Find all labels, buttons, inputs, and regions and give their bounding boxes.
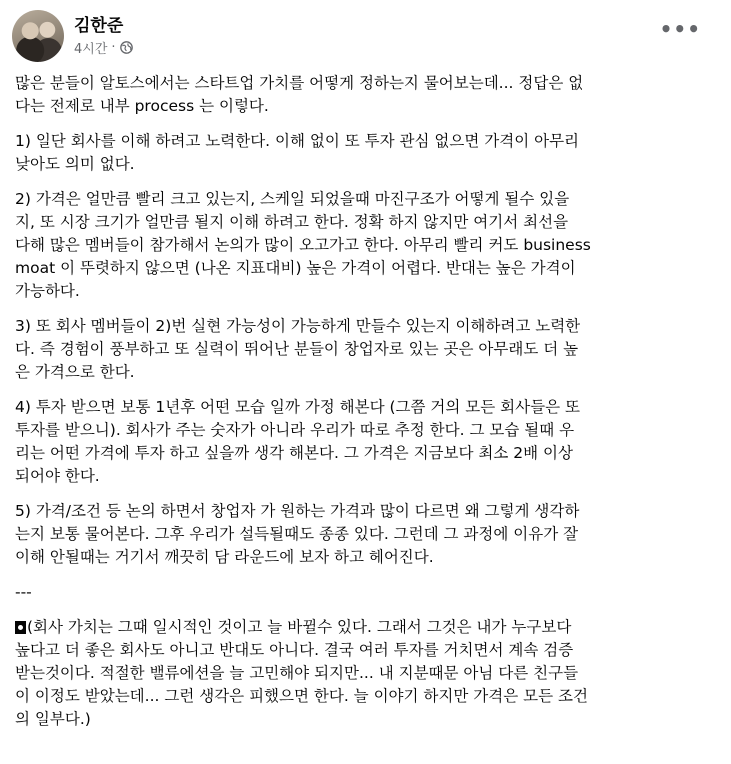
post-paragraph-1: 1) 일단 회사를 이해 하려고 노력한다. 이해 없이 또 투자 관심 없으면 가격이 아무리 낮아도 의미 없다. bbox=[15, 132, 580, 173]
post-divider: --- bbox=[15, 583, 32, 601]
post-body bbox=[15, 72, 715, 743]
meta-separator: · bbox=[111, 40, 116, 55]
avatar[interactable] bbox=[12, 10, 64, 62]
post-intro: 많은 분들이 알토스에서는 스타트업 가치를 어떻게 정하는지 물어보는데... 정답은 없 다는 전제로 내부 process 는 이렇다. bbox=[15, 74, 584, 115]
post-note-text: (회사 가치는 그때 일시적인 것이고 늘 바뀔수 있다. 그래서 그것은 내가 누구보다 높다고 더 좋은 회사도 아니고 반대도 아니다. 결국 여러 투자를 거치면서 계속 검증 받는것이다. 적절한 밸류에션을 늘 고민해야 되지만... 내 지분때문 아님 다른 친구들 이 이정도 받았는데... 그런 생각은 피했으면 한다. 늘 이야기 하지만 가격은 모든 조건 의 일부다.) bbox=[15, 618, 588, 728]
post-paragraph-5: 5) 가격/조건 등 논의 하면서 창업자 가 원하는 가격과 많이 다르면 왜 그렇게 생각하 는지 보통 물어본다. 그후 우리가 설득될때도 종종 있다. 그런데 그 과정에 이유가 잘 이해 안될때는 거기서 깨끗히 담 라운드에 보자 하고 헤어진다. bbox=[15, 502, 580, 566]
author-name[interactable]: 김한준 bbox=[74, 16, 124, 36]
more-options-button[interactable]: ••• bbox=[659, 17, 701, 41]
post-paragraph-2: 2) 가격은 얼만큼 빨리 크고 있는지, 스케일 되었을때 마진구조가 어떻게 될수 있을 지, 또 시장 크기가 얼만큼 될지 이해 하려고 한다. 정확 하지 않지만 여기서 최선을 다해 많은 멤버들이 참가해서 논의가 많이 오고가고 한다. 아무리 빨리 커도 business moat 이 뚜렷하지 않으면 (나온 지표대비) 높은 가격이 어렵다. 반대는 높은 가격이 가능하다. bbox=[15, 190, 591, 300]
post-meta bbox=[74, 38, 133, 57]
post-time[interactable]: 4시간 bbox=[74, 42, 108, 57]
pin-icon bbox=[15, 621, 26, 634]
post-header bbox=[12, 10, 719, 62]
post-note bbox=[15, 616, 715, 731]
globe-icon[interactable] bbox=[120, 41, 133, 54]
post-paragraph-3: 3) 또 회사 멤버들이 2)번 실현 가능성이 가능하게 만들수 있는지 이해하려고 노력한 다. 즉 경험이 풍부하고 또 실력이 뛰어난 분들이 창업자로 있는 곳은 아무래도 더 높 은 가격으로 한다. bbox=[15, 317, 581, 381]
post-paragraph-4: 4) 투자 받으면 보통 1년후 어떤 모습 일까 가정 해본다 (그쯤 거의 모든 회사들은 또 투자를 받으니). 회사가 주는 숫자가 아니라 우리가 따로 추정 한다. 그 모습 될때 우 리는 어떤 가격에 투자 하고 싶을까 생각 해본다. 그 가격은 지금보다 최소 2배 이상 되어야 한다. bbox=[15, 398, 580, 485]
